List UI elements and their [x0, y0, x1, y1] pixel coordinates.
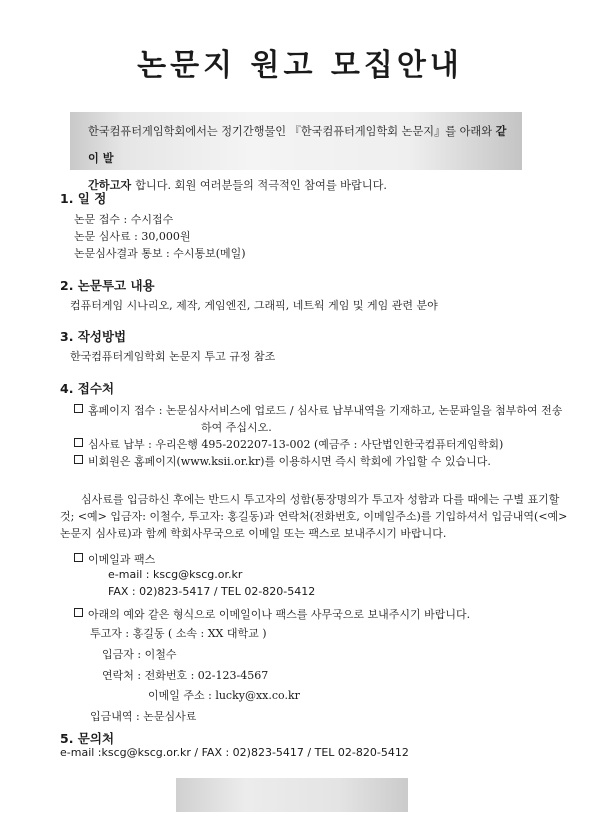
notice-line-3: 논문지 심사료)과 함께 학회사무국으로 이메일 또는 팩스로 보내주시기 바랍니다.: [60, 527, 447, 540]
intro-box: [70, 112, 522, 192]
notice-line-2: 것; <예> 입금자: 이철수, 투고자: 홍길동)과 연락처(전화번호, 이메일주소)를 기입하셔서 입금내역(<예>: [60, 510, 568, 523]
intro-text-2: 합니다. 회원 여러분들의 적극적인 참여를 바랍니다.: [135, 179, 387, 192]
checkbox-square-icon: [74, 404, 83, 413]
example-heading: 아래의 예와 같은 형식으로 이메일이나 팩스를 사무국으로 보내주시기 바랍니다.: [74, 606, 470, 622]
example-depositor: 입금자 : 이철수: [102, 648, 177, 661]
inquiry-line: e-mail :kscg@kscg.or.kr / FAX : 02)823-5417 / TEL 02-820-5412: [60, 746, 409, 759]
schedule-line-3: 논문심사결과 통보 : 수시통보(메일): [74, 247, 246, 260]
checkbox-square-icon: [74, 553, 83, 562]
contact-heading: 이메일과 팩스: [74, 551, 155, 567]
intro-bold-2: 간하고자: [88, 178, 136, 192]
notice-line-1: 심사료를 입금하신 후에는 반드시 투고자의 성함(통장명의가 투고자 성함과 다를 때에는 구별 표기할: [81, 493, 560, 506]
checkbox-square-icon: [74, 608, 83, 617]
schedule-line-2: 논문 심사료 : 30,000원: [74, 230, 191, 243]
example-phone: 연락처 : 전화번호 : 02-123-4567: [102, 669, 269, 682]
section-2-heading: 2. 논문투고 내용: [60, 278, 155, 293]
checkbox-square-icon: [74, 438, 83, 447]
checkbox-square-icon: [74, 455, 83, 464]
submit-item-homepage: 홈페이지 접수 : 논문심사서비스에 업로드 / 심사료 납부내역을 기재하고, 논문파일을 첨부하여 전송: [74, 402, 562, 418]
intro-bold-1: 같이 발: [88, 124, 507, 165]
section-1-heading: 1. 일 정: [60, 191, 107, 206]
topic-line: 컴퓨터게임 시나리오, 제작, 게임엔진, 그래픽, 네트웍 게임 및 게임 관련 분야: [70, 299, 438, 312]
submit-item-homepage-cont: 하여 주십시오.: [201, 421, 272, 434]
contact-email: e-mail : kscg@kscg.or.kr: [108, 568, 243, 581]
example-author: 투고자 : 홍길동 ( 소속 : XX 대학교 ): [90, 627, 267, 640]
submit-item-nonmember: 비회원은 홈페이지(www.ksii.or.kr)를 이용하시면 즉시 학회에 가입할 수 있습니다.: [74, 453, 491, 469]
footer-shade-bar: [176, 778, 408, 812]
page-title: 논문지 원고 모집안내: [137, 48, 463, 83]
example-mail: 이메일 주소 : lucky@xx.co.kr: [148, 689, 300, 702]
section-5-heading: 5. 문의처: [60, 731, 115, 746]
submit-item-fee: 심사료 납부 : 우리은행 495-202207-13-002 (예금주 : 사단법인한국컴퓨터게임학회): [74, 436, 503, 452]
format-line: 한국컴퓨터게임학회 논문지 투고 규정 참조: [70, 350, 276, 363]
section-4-heading: 4. 접수처: [60, 381, 115, 396]
schedule-line-1: 논문 접수 : 수시접수: [74, 213, 174, 226]
intro-text-1: 한국컴퓨터게임학회에서는 정기간행물인 『한국컴퓨터게임학회 논문지』를 아래와: [88, 125, 496, 138]
section-3-heading: 3. 작성방법: [60, 329, 127, 344]
example-detail: 입금내역 : 논문심사료: [90, 710, 197, 723]
contact-fax: FAX : 02)823-5417 / TEL 02-820-5412: [108, 585, 316, 598]
